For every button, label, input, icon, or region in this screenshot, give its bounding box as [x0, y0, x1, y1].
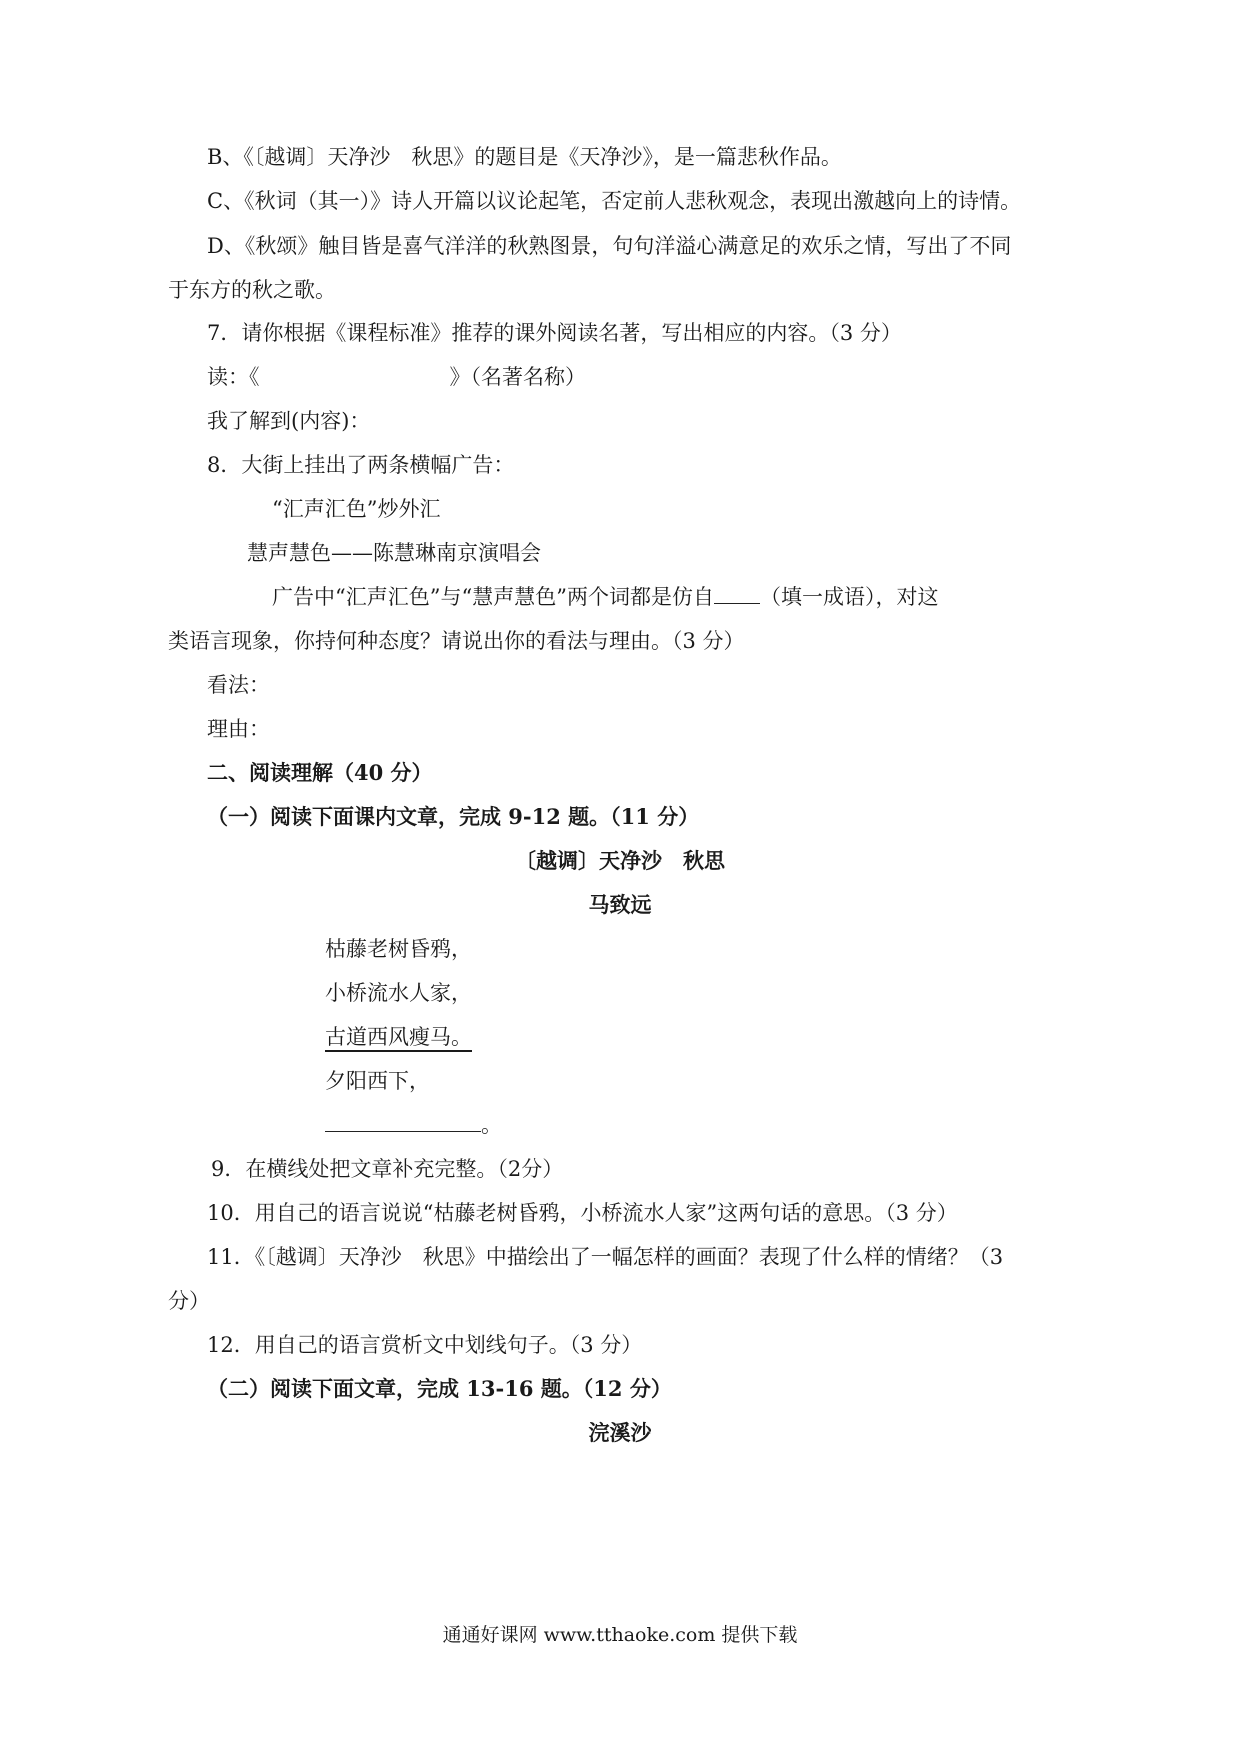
ad-banner-1: “汇声汇色”炒外汇	[272, 497, 441, 521]
poem-line-5	[325, 1110, 502, 1140]
question-8-body-line2: 类语言现象，你持何种态度？请说出你的看法与理由。（3 分）	[168, 629, 745, 653]
poem-line-3-underlined: 古道西风瘦马。	[325, 1025, 472, 1049]
part-2-heading: （二）阅读下面文章，完成 13-16 题。（12 分）	[207, 1376, 672, 1401]
page-footer: 通通好课网 www.tthaoke.com 提供下载	[442, 1624, 798, 1646]
option-d-line1: D、《秋颂》触目皆是喜气洋洋的秋熟图景，句句洋溢心满意足的欢乐之情，写出了不同	[207, 234, 1012, 258]
idiom-blank[interactable]	[714, 583, 760, 604]
question-12: 12．用自己的语言赏析文中划线句子。（3 分）	[207, 1333, 643, 1357]
part-1-heading: （一）阅读下面课内文章，完成 9-12 题。（11 分）	[207, 804, 700, 829]
poem-author: 马致远	[588, 892, 652, 917]
ad-banner-2: 慧声慧色——陈慧琳南京演唱会	[247, 541, 541, 565]
question-7-learn: 我了解到(内容)：	[207, 409, 371, 433]
option-d-line2: 于东方的秋之歌。	[168, 278, 336, 302]
poem-line-4: 夕阳西下，	[325, 1069, 430, 1093]
poem-line-1: 枯藤老树昏鸦，	[325, 937, 472, 961]
view-label: 看法：	[207, 673, 270, 697]
q8-text-a: 广告中“汇声汇色”与“慧声慧色”两个词都是仿自	[272, 585, 714, 609]
question-7: 7．请你根据《课程标准》推荐的课外阅读名著，写出相应的内容。（3 分）	[207, 321, 902, 345]
section-2-heading: 二、阅读理解（40 分）	[207, 760, 433, 785]
part-2-title: 浣溪沙	[588, 1420, 652, 1445]
question-10: 10．用自己的语言说说“枯藤老树昏鸦，小桥流水人家”这两句话的意思。（3 分）	[207, 1201, 958, 1225]
question-8: 8．大街上挂出了两条横幅广告：	[207, 453, 515, 477]
question-8-body-line1	[272, 582, 938, 612]
option-c: C、《秋词（其一）》诗人开篇以议论起笔，否定前人悲秋观念，表现出激越向上的诗情。	[207, 189, 1022, 213]
option-b: B、《〔越调〕天净沙 秋思》的题目是《天净沙》，是一篇悲秋作品。	[207, 145, 842, 169]
reason-label: 理由：	[207, 717, 270, 741]
question-11-line2: 分）	[168, 1289, 210, 1313]
question-9: 9．在横线处把文章补充完整。（2分）	[211, 1157, 564, 1181]
poem-title: 〔越调〕天净沙 秋思	[515, 848, 725, 873]
question-7-read	[207, 362, 586, 392]
q8-text-b: （填一成语），对这	[759, 585, 939, 609]
poem-fill-blank[interactable]	[325, 1111, 481, 1132]
poem-line-5-end: 。	[481, 1113, 502, 1137]
question-11-line1: 11．《〔越调〕天净沙 秋思》中描绘出了一幅怎样的画面？表现了什么样的情绪？（3	[207, 1245, 1004, 1269]
read-suffix: 》（名著名称）	[449, 365, 586, 389]
read-prefix: 读：《	[207, 365, 260, 389]
poem-line-2: 小桥流水人家，	[325, 981, 472, 1005]
